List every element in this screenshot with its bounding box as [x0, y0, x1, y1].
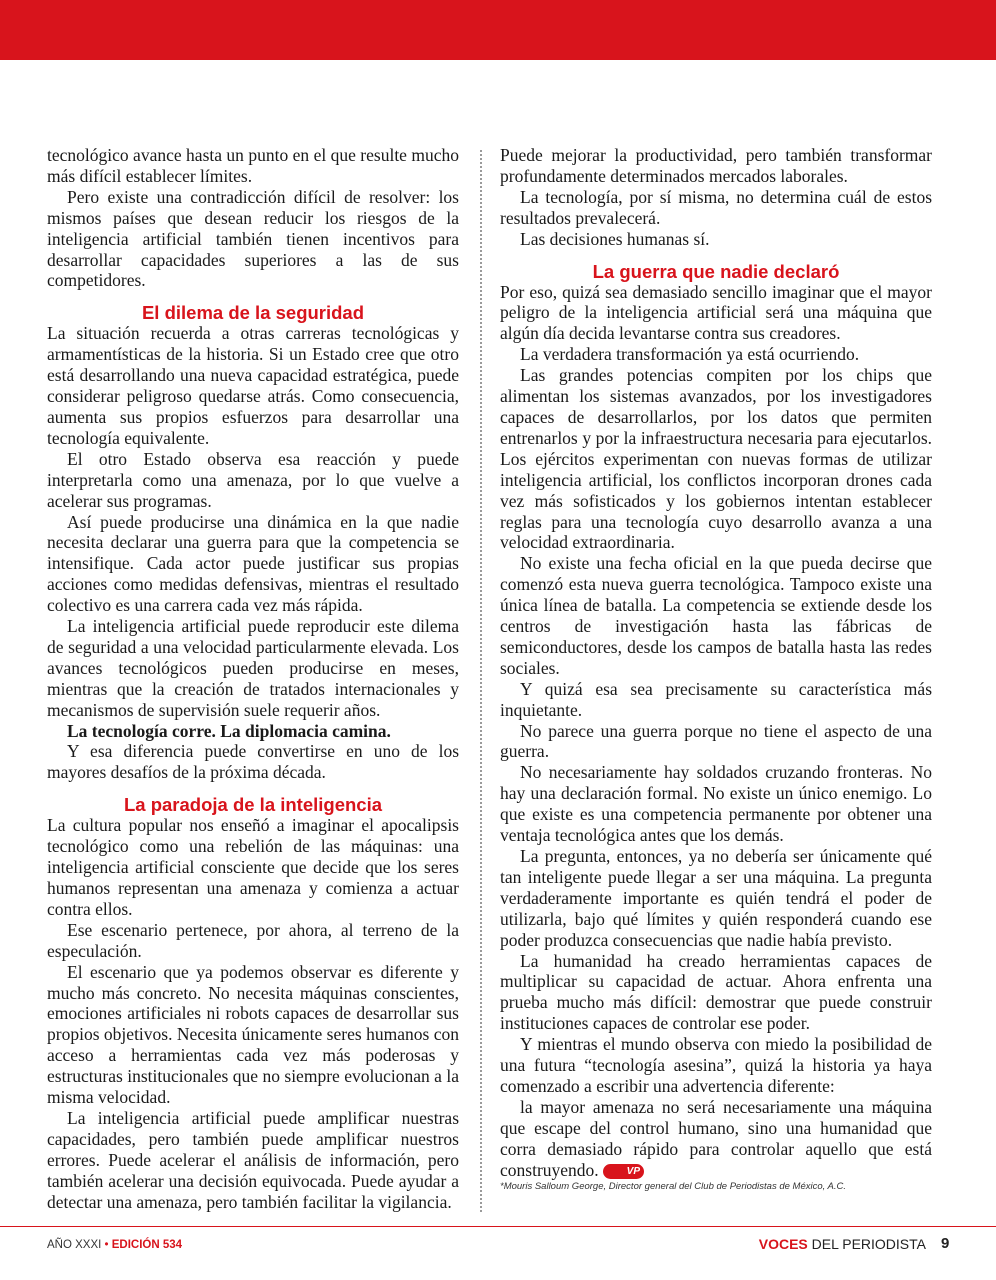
- vp-logo-icon: VP: [603, 1164, 644, 1179]
- paragraph: El otro Estado observa esa reacción y puede interpretarla como una amenaza, por lo que vuelve a acelerar sus programas.: [47, 448, 459, 511]
- paragraph: No necesariamente hay soldados cruzando fronteras. No hay una declaración formal. No existe un único enemigo. Lo que existe es una competencia permanente por obtener una ventaja tecnológica antes que los demás.: [500, 762, 932, 846]
- paragraph: La tecnología, por sí misma, no determina cuál de estos resultados prevalecerá.: [500, 186, 932, 228]
- paragraph: No parece una guerra porque no tiene el aspecto de una guerra.: [500, 720, 932, 762]
- closing-paragraph: [500, 1097, 932, 1181]
- bold-statement: La tecnología corre. La diplomacia camina.: [67, 720, 391, 741]
- paragraph: La humanidad ha creado herramientas capaces de multiplicar su capacidad de actuar. Ahora enfrenta una prueba mucho más difícil: demostrar que puede construir instituciones capaces de controlar ese poder.: [500, 950, 932, 1034]
- section-heading-guerra: La guerra que nadie declaró: [592, 260, 840, 282]
- paragraph: La inteligencia artificial puede amplificar nuestras capacidades, pero también puede amplificar nuestros errores. Puede acelerar el análisis de información, pero también acelerar una decisión equivocada. Puede ayudar a detectar una amenaza, pero también facilitar la vigilancia.: [47, 1107, 459, 1212]
- section-heading-paradoja: La paradoja de la inteligencia: [123, 794, 383, 816]
- paragraph: No existe una fecha oficial en la que pueda decirse que comenzó esta nueva guerra tecnológica. Tampoco existe una única línea de batalla. La competencia se extiende desde los centros de investigación hasta las fábricas de semiconductores, desde los campos de batalla hasta las redes sociales.: [500, 553, 932, 678]
- author-footnote: *Mouris Salloum George, Director general del Club de Periodistas de México, A.C.: [500, 1180, 847, 1192]
- paragraph: Y esa diferencia puede convertirse en uno de los mayores desafíos de la próxima década.: [47, 741, 459, 783]
- paragraph: El escenario que ya podemos observar es diferente y mucho más concreto. No necesita máquinas conscientes, emociones artificiales ni robots capaces de desarrollar sus propios objetivos. Necesita únicamente seres humanos con acceso a herramientas cada vez más poderosas y estructuras institucionales que no siempre evolucionan a la misma velocidad.: [47, 961, 459, 1108]
- paragraph: La inteligencia artificial puede reproducir este dilema de seguridad a una velocidad particularmente elevada. Los avances tecnológicos pueden producirse en meses, mientras que la creación de tratados internacionales y mecanismos de supervisión suele requerir años.: [47, 616, 459, 720]
- paragraph: Así puede producirse una dinámica en la que nadie necesita declarar una guerra para que la competencia se intensifique. Cada actor puede justificar sus propias acciones como medidas defensivas, mientras el resultado colectivo es una carrera cada vez más rápida.: [47, 511, 459, 616]
- paragraph: Ese escenario pertenece, por ahora, al terreno de la especulación.: [47, 919, 459, 961]
- column-divider: [480, 150, 482, 1212]
- paragraph: La situación recuerda a otras carreras tecnológicas y armamentísticas de la historia. Si un Estado cree que otro está desarrollando una nueva capacidad estratégica, puede considerar peligroso quedarse atrás. Como consecuencia, aumenta sus propios esfuerzos para desarrollar una tecnología equivalente.: [47, 323, 459, 448]
- section-heading-seguridad: El dilema de la seguridad: [141, 302, 365, 324]
- footer-rule: [0, 1226, 996, 1227]
- paragraph: Y mientras el mundo observa con miedo la posibilidad de una futura “tecnología asesina”, quizá la historia ya haya comenzado a escribir una advertencia diferente:: [500, 1034, 932, 1096]
- article-column-left: [47, 145, 459, 1213]
- article-column-right: [500, 145, 932, 1193]
- paragraph: La verdadera transformación ya está ocurriendo.: [520, 344, 860, 365]
- brand-name-rest: DEL PERIODISTA: [807, 1236, 926, 1252]
- paragraph: Por eso, quizá sea demasiado sencillo imaginar que el mayor peligro de la inteligencia artificial será una máquina que algún día decida levantarse contra sus creadores.: [500, 281, 932, 344]
- paragraph: Las grandes potencias compiten por los chips que alimentan los sistemas avanzados, por los investigadores capaces de desarrollarlos, por los datos que permiten entrenarlos y por la infraestructura necesaria para ejecutarlos. Los ejércitos experimentan con nuevas formas de utilizar inteligencia artificial, los conflictos incorporan drones cada vez más sofisticados y los gobiernos intentan establecer reglas para una tecnología cuyo desarrollo avanza a una velocidad extraordinaria.: [500, 365, 932, 553]
- brand-name-bold: VOCES: [758, 1236, 808, 1252]
- paragraph: La cultura popular nos enseñó a imaginar el apocalipsis tecnológico como una rebelión de las máquinas: una inteligencia artificial consciente que decide que los seres humanos representan una amenaza y comienza a actuar contra ellos.: [47, 815, 459, 919]
- paragraph: Las decisiones humanas sí.: [520, 228, 710, 249]
- footer-brand: [759, 1236, 926, 1252]
- paragraph: Puede mejorar la productividad, pero también transformar profundamente determinados mercados laborales.: [500, 145, 932, 186]
- paragraph: Pero existe una contradicción difícil de resolver: los mismos países que desean reducir los riesgos de la inteligencia artificial también tienen incentivos para desarrollar capacidades superiores a las de sus competidores.: [47, 186, 459, 291]
- header-color-bar: [0, 0, 996, 60]
- paragraph: tecnológico avance hasta un punto en el que resulte mucho más difícil establecer límites.: [47, 145, 459, 186]
- paragraph: La pregunta, entonces, ya no debería ser únicamente qué tan inteligente puede llegar a ser una máquina. La pregunta verdaderamente importante es quién tendrá el poder de utilizarla, bajo qué límites y quién responderá cuando ese poder produzca consecuencias que nadie había previsto.: [500, 846, 932, 950]
- paragraph: Y quizá esa sea precisamente su característica más inquietante.: [500, 678, 932, 720]
- issue-year: AÑO XXXI: [47, 1239, 102, 1251]
- footer-issue-info: [47, 1239, 182, 1251]
- closing-text: la mayor amenaza no será necesariamente una máquina que escape del control humano, sino una humanidad que corra demasiado rápido para controlar aquello que está construyendo.: [500, 1096, 932, 1180]
- issue-edition: EDICIÓN 534: [111, 1239, 183, 1251]
- bullet-separator: •: [104, 1239, 109, 1251]
- page-number: 9: [941, 1235, 950, 1252]
